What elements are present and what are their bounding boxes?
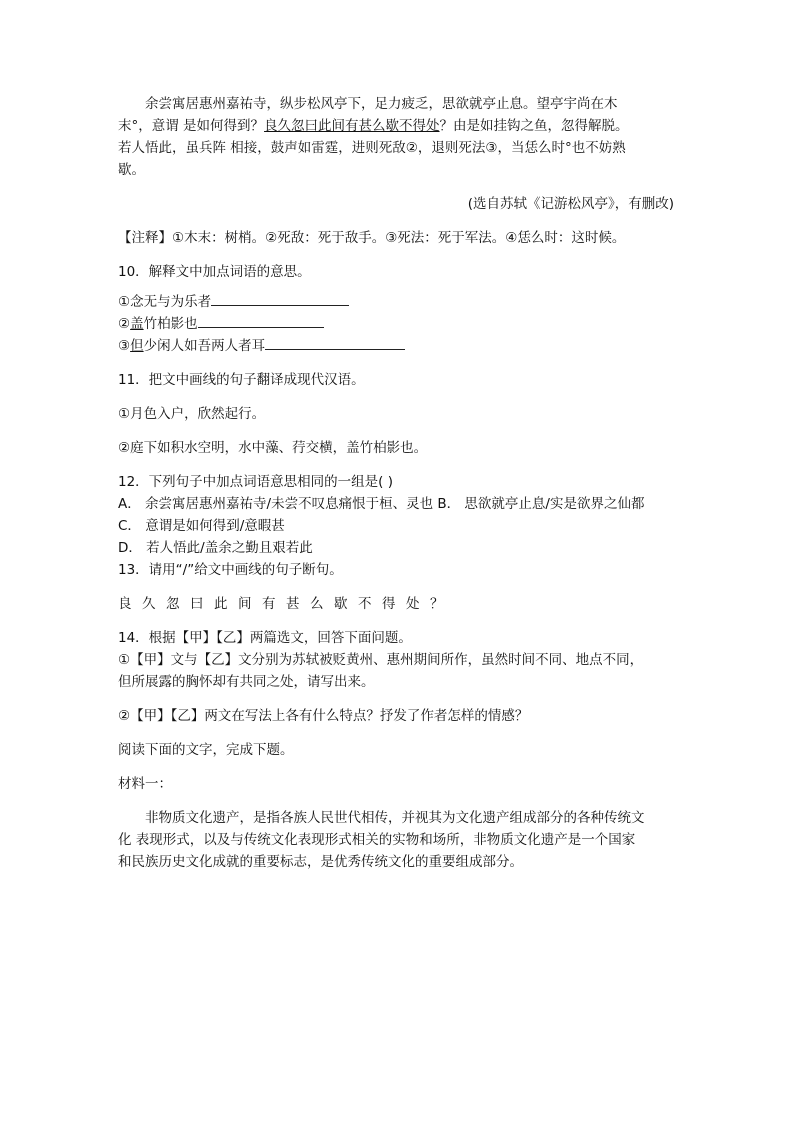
source-citation: (选自苏轼《记游松风亭》，有删改) [467, 196, 674, 212]
answer-blank[interactable] [198, 313, 324, 328]
question-title: 12．下列句子中加点词语意思相同的一组是( ) [118, 474, 394, 490]
passage-yi [118, 93, 674, 181]
question-item: ①念无与为乐者 [118, 291, 674, 313]
question-item: ①月色入户，欣然起行。 [118, 406, 266, 422]
question-13 [118, 559, 674, 615]
question-item: ②庭下如积水空明，水中藻、荇交横，盖竹柏影也。 [118, 440, 428, 456]
material-line: 非物质文化遗产，是指各族人民世代相传，并视其为文化遗产组成部分的各种传统文 [145, 810, 645, 826]
question-item: ③但少闲人如吾两人者耳 [118, 335, 674, 357]
question-item: ②盖竹柏影也 [118, 313, 674, 335]
question-title: 14．根据【甲】【乙】两篇选文，回答下面问题。 [118, 630, 412, 646]
question-12 [118, 471, 674, 559]
passage-line: 余尝寓居惠州嘉祐寺，纵步松风亭下，足力疲乏，思欲就亭止息。望亭宇尚在木 [145, 96, 618, 112]
reading-intro: 阅读下面的文字，完成下题。 [118, 742, 294, 758]
option-c: C． 意谓是如何得到/意暇甚 [118, 518, 285, 534]
question-title: 11．把文中画线的句子翻译成现代汉语。 [118, 372, 365, 388]
question-title: 13．请用“/”给文中画线的句子断句。 [118, 562, 343, 578]
material-line: 化 表现形式，以及与传统文化表现形式相关的实物和场所，非物质文化遗产是一个国家 [118, 832, 636, 848]
punctuation-sentence: 良久忽曰此间有甚么歇不得处？ [118, 596, 454, 612]
question-item: ②【甲】【乙】两文在写法上各有什么特点？抒发了作者怎样的情感？ [118, 708, 529, 724]
material-line: 和民族历史文化成就的重要标志，是优秀传统文化的重要组成部分。 [118, 854, 523, 870]
passage-line: 若人悟此，虽兵阵 相接，鼓声如雷霆，进则死敌②，退则死法③，当恁么时°也不妨熟 [118, 140, 626, 156]
question-item: ①【甲】文与【乙】文分别为苏轼被贬黄州、惠州期间所作，虽然时间不同、地点不同， [118, 652, 644, 668]
question-11 [118, 369, 674, 459]
passage-line: 末°，意谓 是如何得到？良久忽曰此间有甚么歇不得处？由是如挂钩之鱼，忽得解脱。 [118, 118, 629, 134]
annotation-note: 【注释】①木末：树梢。②死敌：死于敌手。③死法：死于军法。④恁么时：这时候。 [118, 230, 626, 246]
answer-blank[interactable] [265, 335, 405, 350]
material-one [118, 807, 674, 873]
answer-blank[interactable] [211, 291, 349, 306]
question-title: 10．解释文中加点词语的意思。 [118, 264, 311, 280]
question-14 [118, 627, 674, 727]
option-a-b: A． 余尝寓居惠州嘉祐寺/未尝不叹息痛恨于桓、灵也 B． 思欲就亭止息/实是欲界之仙都 [118, 496, 645, 512]
underlined-sentence: 良久忽曰此间有甚么歇不得处 [264, 118, 440, 134]
passage-line: 歇。 [118, 162, 145, 178]
option-d: D． 若人悟此/盖余之勤且艰若此 [118, 540, 313, 556]
question-10 [118, 261, 674, 357]
document-body [118, 93, 674, 873]
material-label: 材料一： [118, 776, 172, 792]
question-item: 但所展露的胸怀却有共同之处，请写出来。 [118, 674, 375, 690]
